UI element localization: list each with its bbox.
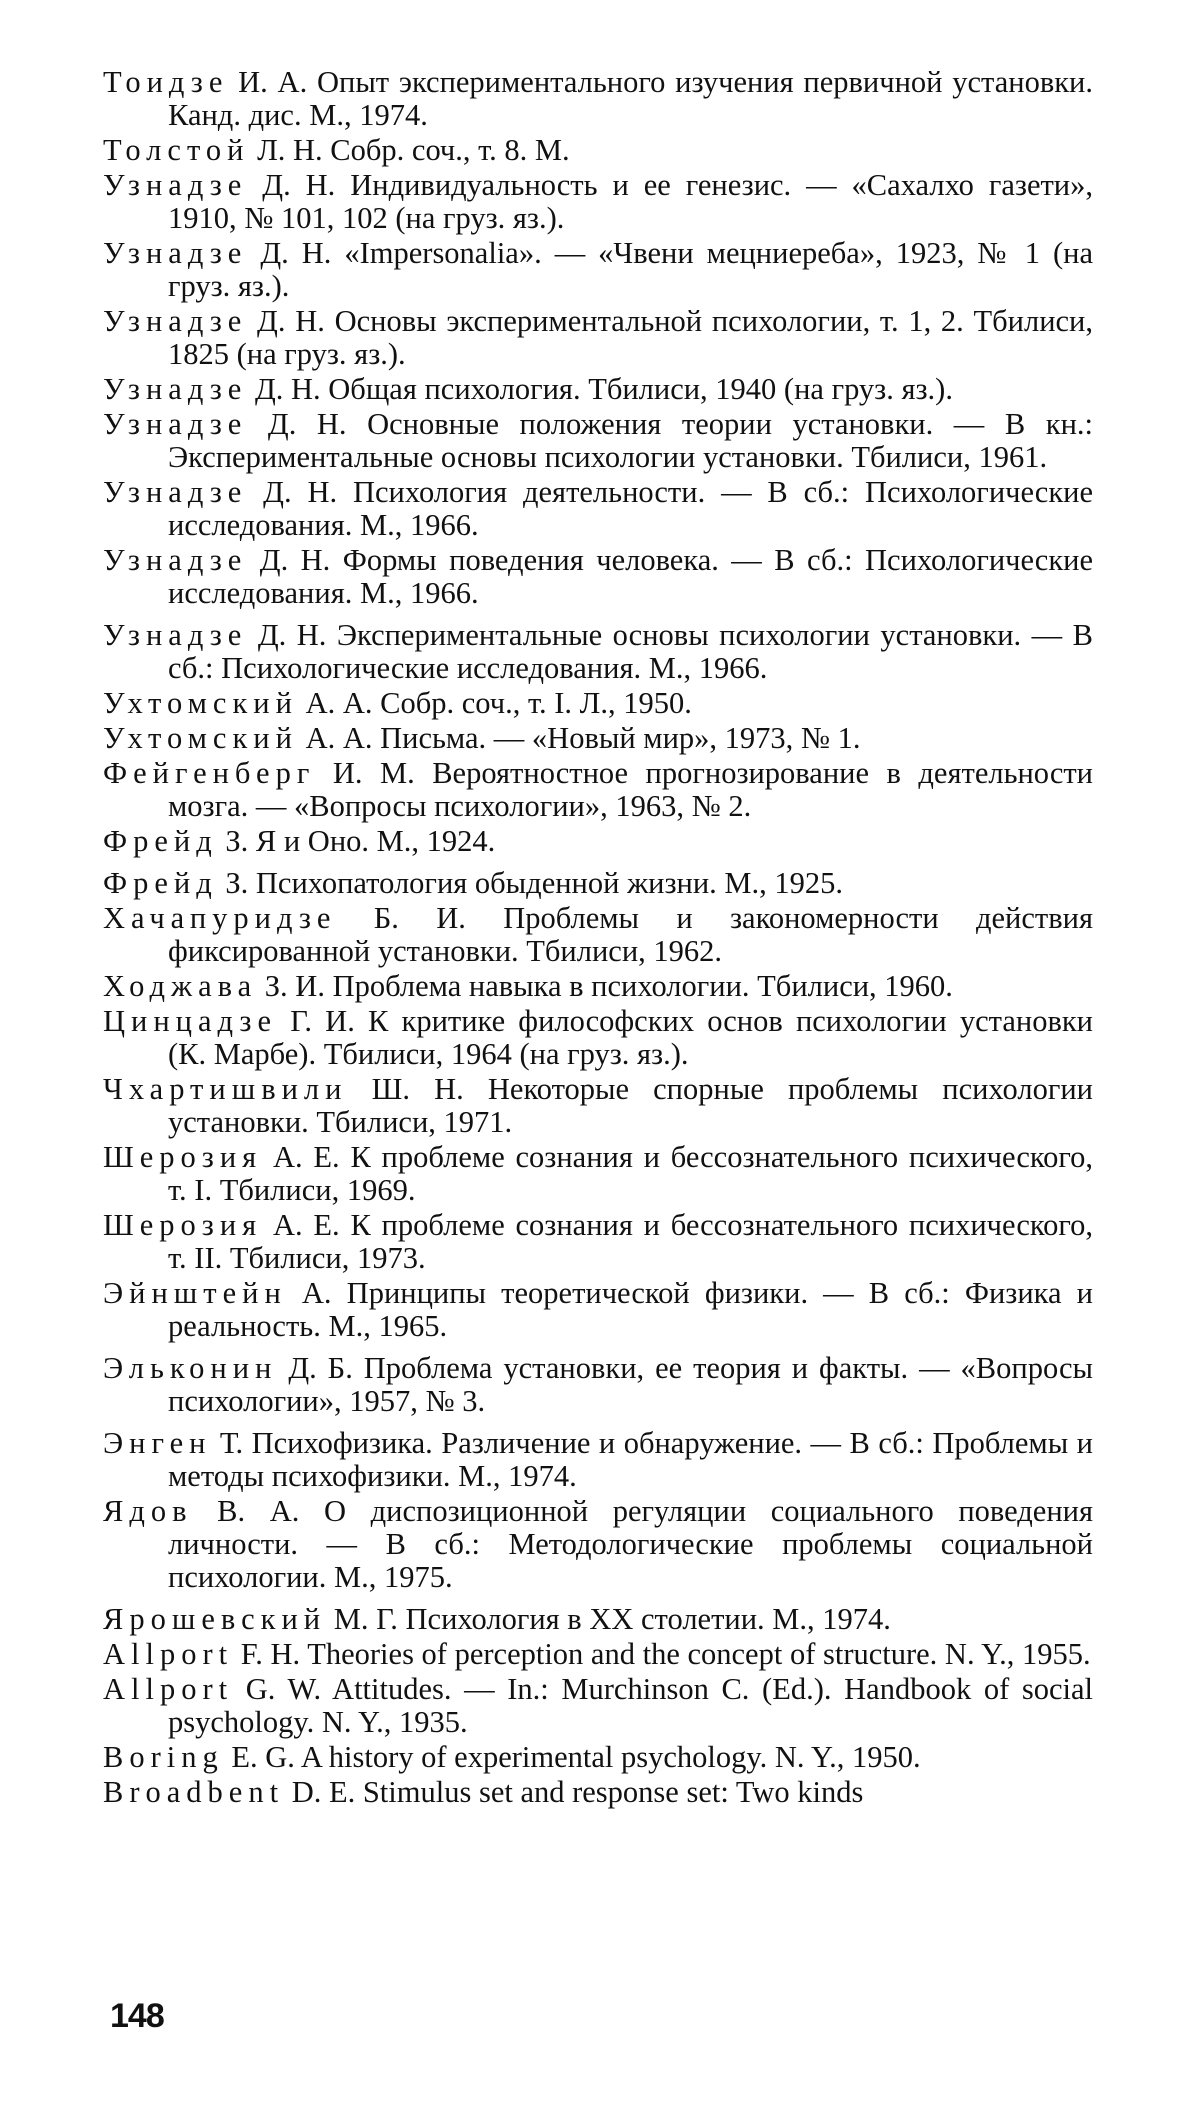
reference-author: Узнадзе xyxy=(103,304,248,338)
reference-author: Фейгенберг xyxy=(103,756,316,790)
reference-author: Узнадзе xyxy=(103,168,248,202)
reference-entry xyxy=(103,1005,1093,1071)
reference-author: Broadbent xyxy=(103,1775,285,1809)
reference-author: Тоидзе xyxy=(103,65,229,99)
reference-text: Д. Н. Индивидуальность и ее генезис. — «Сахалхо газети», 1910, № 101, 102 (на груз. яз.). xyxy=(168,168,1094,235)
reference-entry xyxy=(103,1073,1093,1139)
reference-text: Г. И. К критике философских основ психологии установки (К. Марбе). Тбилиси, 1964 (на груз. яз.). xyxy=(168,1004,1093,1071)
reference-entry xyxy=(103,1427,1093,1493)
reference-entry xyxy=(103,1277,1093,1343)
reference-entry xyxy=(103,1209,1093,1275)
reference-text: Д. Н. Психология деятельности. — В сб.: Психологические исследования. М., 1966. xyxy=(168,475,1093,542)
reference-text: D. E. Stimulus set and response set: Two kinds xyxy=(291,1775,864,1809)
reference-text: G. W. Attitudes. — In.: Murchinson C. (Ed.). Handbook of social psychology. N. Y., 1935. xyxy=(168,1672,1094,1739)
reference-text: Д. Н. Экспериментальные основы психологии установки. — В сб.: Психологические исследования. М., 1966. xyxy=(168,618,1093,685)
reference-text: А. Принципы теоретической физики. — В сб.: Физика и реальность. М., 1965. xyxy=(168,1276,1094,1343)
reference-author: Цинцадзе xyxy=(103,1004,278,1038)
reference-entry xyxy=(103,867,1093,900)
reference-author: Эйнштейн xyxy=(103,1276,287,1310)
reference-entry xyxy=(103,1603,1093,1636)
reference-entry xyxy=(103,1495,1093,1594)
reference-author: Энген xyxy=(103,1426,212,1460)
reference-author: Ухтомский xyxy=(103,721,298,755)
reference-entry xyxy=(103,722,1093,755)
reference-entry xyxy=(103,305,1093,371)
reference-text: И. М. Вероятностное прогнозирование в деятельности мозга. — «Вопросы психологии», 1963, № 2. xyxy=(168,756,1094,823)
reference-author: Фрейд xyxy=(103,824,218,858)
reference-text: Б. И. Проблемы и закономерности действия фиксированной установки. Тбилиси, 1962. xyxy=(168,901,1094,968)
reference-text: А. Е. К проблеме сознания и бессознательного психического, т. II. Тбилиси, 1973. xyxy=(168,1208,1094,1275)
reference-author: Узнадзе xyxy=(103,372,248,406)
reference-author: Boring xyxy=(103,1740,224,1774)
reference-entry xyxy=(103,1673,1093,1739)
reference-entry xyxy=(103,1141,1093,1207)
reference-entry xyxy=(103,757,1093,823)
reference-text: И. А. Опыт экспериментального изучения первичной установки. Канд. дис. М., 1974. xyxy=(168,65,1094,132)
reference-author: Хачапуридзе xyxy=(103,901,337,935)
reference-text: Д. Б. Проблема установки, ее теория и факты. — «Вопросы психологии», 1957, № 3. xyxy=(168,1351,1093,1418)
reference-entry xyxy=(103,619,1093,685)
reference-entry xyxy=(103,476,1093,542)
reference-author: Эльконин xyxy=(103,1351,278,1385)
reference-text: А. А. Письма. — «Новый мир», 1973, № 1. xyxy=(305,721,861,755)
reference-entry xyxy=(103,1741,1093,1774)
reference-entry xyxy=(103,970,1093,1003)
reference-entry xyxy=(103,169,1093,235)
reference-text: Д. Н. Основы экспериментальной психологии, т. 1, 2. Тбилиси, 1825 (на груз. яз.). xyxy=(168,304,1094,371)
reference-author: Фрейд xyxy=(103,866,218,900)
reference-text: В. А. О диспозиционной регуляции социального поведения личности. — В сб.: Методологические проблемы социальной психологии. М., 1975. xyxy=(168,1494,1093,1594)
reference-text: З. Психопатология обыденной жизни. М., 1925. xyxy=(225,866,844,900)
reference-text: З. И. Проблема навыка в психологии. Тбилиси, 1960. xyxy=(264,969,953,1003)
reference-author: Узнадзе xyxy=(103,475,248,509)
reference-text: F. H. Theories of perception and the concept of structure. N. Y., 1955. xyxy=(240,1637,1091,1671)
reference-entry xyxy=(103,825,1093,858)
reference-author: Шерозия xyxy=(103,1208,263,1242)
reference-author: Ходжава xyxy=(103,969,258,1003)
reference-text: З. Я и Оно. М., 1924. xyxy=(225,824,496,858)
reference-entry xyxy=(103,1638,1093,1671)
reference-text: Ш. Н. Некоторые спорные проблемы психологии установки. Тбилиси, 1971. xyxy=(168,1072,1093,1139)
reference-text: А. Е. К проблеме сознания и бессознательного психического, т. I. Тбилиси, 1969. xyxy=(168,1140,1094,1207)
reference-entry xyxy=(103,408,1093,474)
reference-author: Allport xyxy=(103,1672,234,1706)
reference-entry xyxy=(103,1776,1093,1809)
reference-entry xyxy=(103,134,1093,167)
reference-author: Узнадзе xyxy=(103,543,248,577)
reference-author: Ярошевский xyxy=(103,1602,327,1636)
reference-author: Ядов xyxy=(103,1494,193,1528)
reference-text: Д. Н. Общая психология. Тбилиси, 1940 (на груз. яз.). xyxy=(254,372,953,406)
page-number: 148 xyxy=(110,1997,164,2035)
reference-author: Узнадзе xyxy=(103,236,248,270)
reference-text: Д. Н. «Impersonalia». — «Чвени мецниереба», 1923, № 1 (на груз. яз.). xyxy=(168,236,1094,303)
reference-entry xyxy=(103,373,1093,406)
reference-text: А. А. Собр. соч., т. I. Л., 1950. xyxy=(305,686,692,720)
reference-author: Узнадзе xyxy=(103,407,248,441)
reference-text: Д. Н. Формы поведения человека. — В сб.: Психологические исследования. М., 1966. xyxy=(168,543,1094,610)
bibliography-page xyxy=(103,66,1093,1811)
reference-author: Ухтомский xyxy=(103,686,298,720)
reference-author: Шерозия xyxy=(103,1140,263,1174)
reference-entry xyxy=(103,66,1093,132)
reference-author: Чхартишвили xyxy=(103,1072,348,1106)
reference-entry xyxy=(103,1352,1093,1418)
reference-author: Узнадзе xyxy=(103,618,248,652)
reference-entry xyxy=(103,544,1093,610)
reference-entry xyxy=(103,237,1093,303)
reference-text: Д. Н. Основные положения теории установки. — В кн.: Экспериментальные основы психологии установки. Тбилиси, 1961. xyxy=(168,407,1094,474)
reference-text: Т. Психофизика. Различение и обнаружение. — В сб.: Проблемы и методы психофизики. М., 1974. xyxy=(168,1426,1093,1493)
reference-author: Allport xyxy=(103,1637,234,1671)
reference-entry xyxy=(103,902,1093,968)
reference-text: М. Г. Психология в XX столетии. М., 1974. xyxy=(333,1602,891,1636)
reference-author: Толстой xyxy=(103,133,250,167)
reference-entry xyxy=(103,687,1093,720)
reference-text: Л. Н. Собр. соч., т. 8. М. xyxy=(257,133,570,167)
reference-text: E. G. A history of experimental psychology. N. Y., 1950. xyxy=(231,1740,921,1774)
